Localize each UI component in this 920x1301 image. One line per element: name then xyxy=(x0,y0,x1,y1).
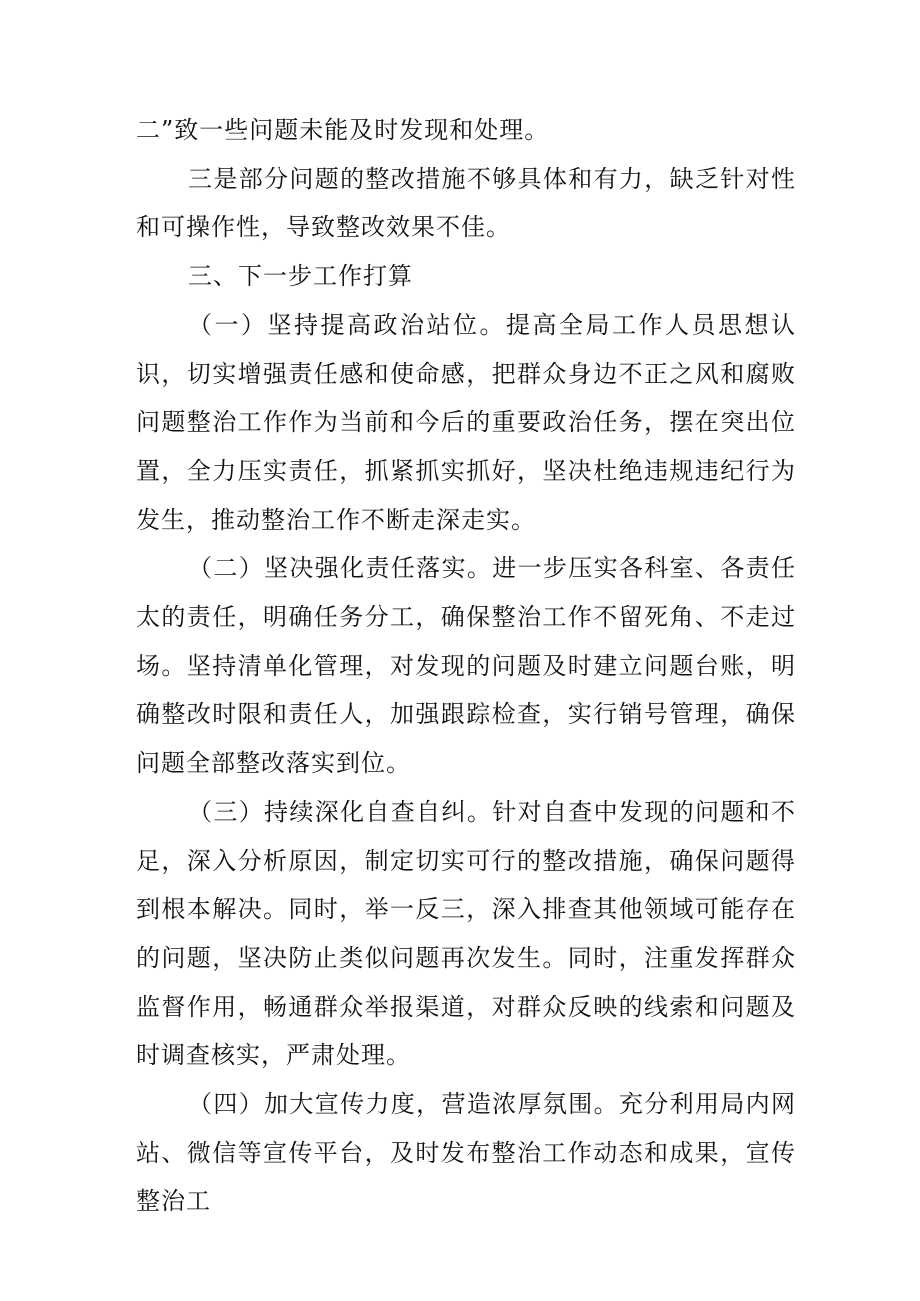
item-two-lead: （二）坚决强化责任落实。 xyxy=(188,554,493,583)
paragraph-item-two xyxy=(136,544,796,788)
item-one-body: 提高全局工作人员思想认识，切实增强责任感和使命感，把群众身边不正之风和腐败问题整治工作作为当前和今后的重要政治任务，摆在突出位置，全力压实责任，抓紧抓实抓好，坚决杜绝违规违纪行为发生，推动整治工作不断走深走实。 xyxy=(136,310,796,534)
paragraph-problem-three: 三是部分问题的整改措施不够具体和有力，缺乏针对性和可操作性，导致整改效果不佳。 xyxy=(136,164,796,242)
paragraph-item-three xyxy=(136,788,796,1080)
item-three-body: 针对自查中发现的问题和不足，深入分析原因，制定切实可行的整改措施，确保问题得到根本解决。同时，举一反三，深入排查其他领域可能存在的问题，坚决防止类似问题再次发生。同时，注重发挥群众监督作用，畅通群众举报渠道，对群众反映的线索和问题及时调查核实，严肃处理。 xyxy=(136,797,797,1070)
item-one-lead: （一）坚持提高政治站位。 xyxy=(188,310,506,339)
item-two-body: 进一步压实各科室、各责任太的责任，明确任务分工，确保整治工作不留死角、不走过场。坚持清单化管理，对发现的问题及时建立问题台账，明确整改时限和责任人，加强跟踪检查，实行销号管理，确保问题全部整改落实到位。 xyxy=(136,554,797,778)
paragraph-item-one xyxy=(136,301,796,545)
document-body xyxy=(136,106,796,1226)
item-four-lead: （四）加大宣传力度，营造浓厚氛围。 xyxy=(188,1090,619,1119)
item-three-lead: （三）持续深化自查自纠。 xyxy=(188,797,493,826)
paragraph-item-four xyxy=(136,1080,796,1226)
item-four-body: 充分利用局内网站、微信等宣传平台，及时发布整治工作动态和成果，宣传整治工 xyxy=(136,1090,797,1216)
paragraph-continuation: 二”致一些问题未能及时发现和处理。 xyxy=(136,116,550,144)
section-heading-next-steps: 三、下一步工作打算 xyxy=(188,262,413,291)
